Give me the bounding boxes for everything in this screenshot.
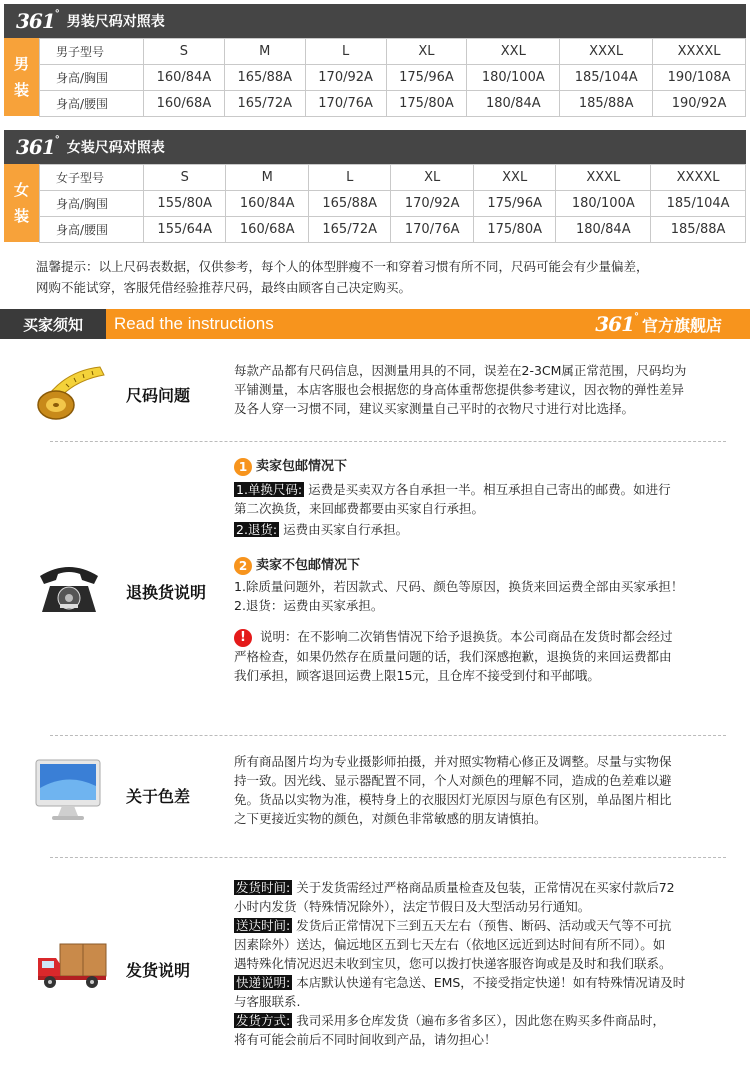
women-size-table [39,164,746,243]
telephone-icon [34,560,104,616]
women-size-chart-title: 女装尺码对照表 [66,140,165,156]
table-row: 身高/腰围 160/68A 165/72A 170/76A 175/80A 180/84A 185/88A 190/92A [40,91,746,117]
delivery-truck-icon [34,938,110,990]
shipping-section-title: 发货说明 [126,961,191,980]
instructions-banner [0,309,750,339]
men-size-table [39,38,746,117]
monitor-icon [34,758,102,824]
returns-section-text: 1 卖家包邮情况下 1.单换尺码: 运费是买卖双方各自承担一半。相互承担自己寄出的邮费。如进行 第二次换货，来回邮费都要由买家自行承担。 2.退货: 运费由买家自行承担。 2 卖家不包邮情况下 1.除质量问题外，若因款式、尺码、颜色等原因，换货来回运费全部由买家承担！ 2.退货：运费由买家承担。 ! 说明：在不影响二次销售情况下给予退换货。本公司商品在发货时都会经过 严格检查，如果仍然存在质量问题的话，我们深感抱歉，退换货的来回运费都由 我们承担，顾客退回运费上限15元，且仓库不接受到付和平邮哦。 [234,459,684,683]
divider [50,441,726,442]
color-section [26,748,726,848]
color-section-text: 所有商品图片均为专业摄影师拍摄，并对照实物精心修正及调整。尽量与实物保 持一致。因光线、显示器配置不同，个人对颜色的理解不同，造成的色差难以避 免。货品以实物为准，模特身上的衣服因灯光原因与原色有区别，单品图片相比 之下更接近实物的颜色，对颜色非常敏感的朋友请慎拍。 [234,754,672,826]
size-section-text: 每款产品都有尺码信息，因测量用具的不同，误差在2-3CM属正常范围，尺码均为 平铺测量，本店客服也会根据您的身高体重帮您提供参考建议，因衣物的弹性差异 及各人穿一习惯不同，建议买家测量自己平时的衣物尺寸进行对比选择。 [234,363,687,416]
returns-section [26,452,726,727]
brand-logo: 361° [16,135,59,159]
size-section [26,355,726,435]
banner-tag: 买家须知 [0,309,106,339]
brand-logo: 361° [16,9,59,33]
shipping-section-text: 发货时间: 关于发货需经过严格商品质量检查及包装，正常情况在买家付款后72 小时内发货（特殊情况除外），法定节假日及大型活动另行通知。 送达时间: 发货后正常情况下三到五天左右（预售、断码、活动或天气等不可抗 因素除外）送达，偏远地区五到七天左右（依地区远近到达时间有所不同）。如 遇特殊化情况迟迟未收到宝贝，您可以拨打快递客服咨询或是及时和我们联系。 快递说明: 本店默认快递有宅急送、EMS，不接受指定快递！如有特殊情况请及时 与客服联系. 发货方式: 我司采用多仓库发货（遍布多省多区），因此您在购买多件商品时， 将有可能会前后不同时间收到产品，请勿担心！ [234,880,686,1047]
measuring-tape-icon [34,361,106,423]
case-2-badge: 2 [234,557,252,575]
official-store-logo: 361° 官方旗舰店 [595,312,722,336]
women-size-chart-header [4,130,746,164]
case-1-badge: 1 [234,458,252,476]
men-size-chart-title: 男装尺码对照表 [66,14,165,30]
divider [50,857,726,858]
table-row: 身高/胸围 160/84A 165/88A 170/92A 175/96A 180/100A 185/104A 190/108A [40,65,746,91]
table-row: 男子型号 S M L XL XXL XXXL XXXXL [40,39,746,65]
color-section-title: 关于色差 [126,787,191,806]
men-gender-label: 男 装 [4,38,39,116]
table-row: 身高/腰围 155/64A 160/68A 165/72A 170/76A 175/80A 180/84A 185/88A [40,217,746,243]
returns-section-title: 退换货说明 [126,583,207,602]
men-size-chart-header [4,4,746,38]
table-row: 女子型号 S M L XL XXL XXXL XXXXL [40,165,746,191]
table-row: 身高/胸围 155/80A 160/84A 165/88A 170/92A 175/96A 180/100A 185/104A [40,191,746,217]
women-size-chart [4,130,746,242]
banner-english-title: Read the instructions [114,314,274,333]
women-gender-label: 女 装 [4,164,39,242]
brand-logo: 361° [595,312,638,336]
size-tip: 温馨提示：以上尺码表数据，仅供参考，每个人的体型胖瘦不一和穿着习惯有所不同，尺码可能会有少量偏差， 网购不能试穿，客服凭借经验推荐尺码，最终由顾客自己决定购买。 [36,259,649,295]
warning-icon: ! [234,629,252,647]
divider [50,735,726,736]
size-section-title: 尺码问题 [126,386,191,405]
men-size-chart [4,4,746,116]
shipping-section [26,872,726,1082]
